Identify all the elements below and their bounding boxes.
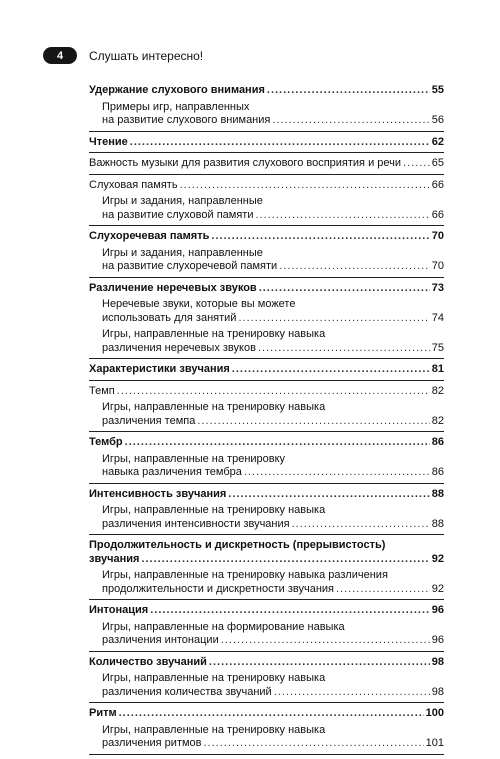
dot-leader xyxy=(274,686,430,700)
dot-leader xyxy=(272,114,429,128)
toc-entry-title-line: Игры, направленные на тренировку навыка xyxy=(102,328,326,340)
toc-entry xyxy=(89,672,444,703)
toc-entry xyxy=(89,195,444,226)
toc-entry xyxy=(89,363,444,381)
toc-entry-title: Важность музыки для развития слухового восприятия и речи xyxy=(89,157,402,169)
toc-entry-title-line: Неречевые звуки, которые вы можете xyxy=(102,298,296,310)
toc-entry-title: Темп xyxy=(89,384,115,397)
toc-entry-title: различения ритмов xyxy=(102,737,202,749)
toc-entry-title: Слуховая память xyxy=(89,178,178,191)
toc-entry-title-line: Игры, направленные на тренировку xyxy=(102,452,286,465)
toc-entry-title-line: Игры и задания, направленные xyxy=(102,246,263,259)
toc-page-number: 73 xyxy=(431,281,444,294)
toc-page-number: 96 xyxy=(431,634,444,646)
dot-leader xyxy=(125,436,430,450)
toc-page-number: 86 xyxy=(431,466,444,478)
toc-entry-title: различения интонации xyxy=(102,634,219,646)
toc-page-number: 70 xyxy=(431,260,444,272)
toc-entry xyxy=(89,724,444,755)
toc-entry-title-line: Игры и задания, направленные xyxy=(102,195,263,207)
dot-leader xyxy=(336,583,430,597)
toc-page-number: 66 xyxy=(431,178,444,191)
dot-leader xyxy=(211,230,429,244)
dot-leader xyxy=(232,363,430,377)
toc-entry-title-line: Игры, направленные на тренировку навыка различения xyxy=(102,569,388,581)
page-number-badge: 4 xyxy=(43,47,77,64)
dot-leader xyxy=(244,466,430,480)
toc-entry-title: различения интенсивности звучания xyxy=(102,517,290,530)
toc-entry-title: на развитие слухового внимания xyxy=(102,114,271,126)
toc-page-number: 65 xyxy=(431,157,444,169)
toc-page-number: 66 xyxy=(431,208,444,221)
toc-entry xyxy=(89,282,444,296)
toc-page-number: 88 xyxy=(431,487,444,500)
toc-entry-title-line: Игры, направленные на тренировку навыка xyxy=(102,672,326,684)
toc-page-number: 96 xyxy=(431,604,444,616)
toc-page-number: 100 xyxy=(425,707,444,719)
toc-entry xyxy=(89,230,444,244)
toc-entry-title-line: Примеры игр, направленных xyxy=(102,100,250,113)
dot-leader xyxy=(292,518,430,532)
toc-entry xyxy=(89,385,444,399)
toc-page-number: 82 xyxy=(431,384,444,397)
toc-page-number: 82 xyxy=(431,414,444,427)
toc-entry-title: на развитие слухоречевой памяти xyxy=(102,260,278,272)
toc-entry xyxy=(89,656,444,670)
toc-entry-title: Ритм xyxy=(89,707,117,719)
dot-leader xyxy=(238,312,429,326)
toc-page-number: 62 xyxy=(431,135,444,148)
toc-entry xyxy=(89,504,444,535)
dot-leader xyxy=(204,737,424,751)
toc-entry-title: Удержание слухового внимания xyxy=(89,84,265,96)
dot-leader xyxy=(279,260,430,274)
toc-entry-title: различения темпа xyxy=(102,414,196,427)
dot-leader xyxy=(228,488,429,502)
toc-entry-title: Количество звучаний xyxy=(89,655,207,668)
toc-entry-title: Слухоречевая память xyxy=(89,230,210,242)
dot-leader xyxy=(259,282,430,296)
running-header-title: Слушать интересно! xyxy=(89,48,204,63)
dot-leader xyxy=(141,553,429,567)
toc-entry xyxy=(89,157,444,175)
toc-page-number: 55 xyxy=(431,84,444,96)
toc-entry-title: Характеристики звучания xyxy=(89,363,230,375)
toc-entry xyxy=(89,298,444,325)
toc-entry xyxy=(89,569,444,600)
dot-leader xyxy=(119,707,424,721)
toc-entry-title: Различение неречевых звуков xyxy=(89,281,257,294)
toc-entry-title: Чтение xyxy=(89,135,128,148)
toc-page-number: 56 xyxy=(431,114,444,126)
dot-leader xyxy=(255,209,429,223)
toc-entry xyxy=(89,604,444,618)
toc-entry xyxy=(89,401,444,432)
dot-leader xyxy=(150,604,430,618)
toc-entry xyxy=(89,539,444,566)
toc-entry-title-line: Продолжительность и дискретность (прерывистость) xyxy=(89,539,386,551)
toc-entry xyxy=(89,136,444,154)
toc-entry xyxy=(89,453,444,484)
toc-entry-title: навыка различения тембра xyxy=(102,466,242,478)
toc-entry xyxy=(89,707,444,721)
dot-leader xyxy=(403,157,430,171)
toc-page-number: 98 xyxy=(431,685,444,698)
toc-entry xyxy=(89,328,444,359)
toc-entry xyxy=(89,84,444,98)
table-of-contents xyxy=(89,84,444,759)
dot-leader xyxy=(221,634,430,648)
dot-leader xyxy=(197,415,429,429)
toc-page-number: 75 xyxy=(431,341,444,354)
dot-leader xyxy=(258,342,430,356)
dot-leader xyxy=(117,385,430,399)
toc-entry-title: Тембр xyxy=(89,436,123,448)
toc-entry-title: продолжительности и дискретности звучания xyxy=(102,582,334,595)
dot-leader xyxy=(180,179,430,193)
toc-entry-title: на развитие слуховой памяти xyxy=(102,208,254,221)
toc-entry-title: звучания xyxy=(89,552,140,565)
toc-entry-title-line: Игры, направленные на тренировку навыка xyxy=(102,504,326,516)
toc-page-number: 81 xyxy=(431,363,444,375)
toc-page-number: 101 xyxy=(425,737,444,749)
toc-page-number: 88 xyxy=(431,517,444,530)
toc-entry-title-line: Игры, направленные на формирование навыка xyxy=(102,620,345,633)
toc-entry xyxy=(89,247,444,278)
toc-entry xyxy=(89,488,444,502)
toc-entry-title: Интонация xyxy=(89,604,149,616)
toc-page-number: 70 xyxy=(431,230,444,242)
toc-entry-title: различения неречевых звуков xyxy=(102,341,256,354)
toc-entry xyxy=(89,179,444,193)
dot-leader xyxy=(209,656,430,670)
toc-entry-title-line: Игры, направленные на тренировку навыка xyxy=(102,723,326,736)
dot-leader xyxy=(130,136,430,150)
toc-entry-title: Интенсивность звучания xyxy=(89,487,227,500)
toc-entry xyxy=(89,621,444,652)
toc-entry-title-line: Игры, направленные на тренировку навыка xyxy=(102,401,326,413)
toc-page-number: 92 xyxy=(431,552,444,565)
toc-entry xyxy=(89,436,444,450)
toc-entry-title: использовать для занятий xyxy=(102,311,237,324)
toc-page-number: 86 xyxy=(431,436,444,448)
toc-page-number: 74 xyxy=(431,311,444,324)
dot-leader xyxy=(267,84,430,98)
toc-page-number: 92 xyxy=(431,582,444,595)
toc-entry xyxy=(89,101,444,132)
toc-page-number: 98 xyxy=(431,655,444,668)
toc-entry-title: различения количества звучаний xyxy=(102,685,272,698)
running-header xyxy=(43,47,203,64)
